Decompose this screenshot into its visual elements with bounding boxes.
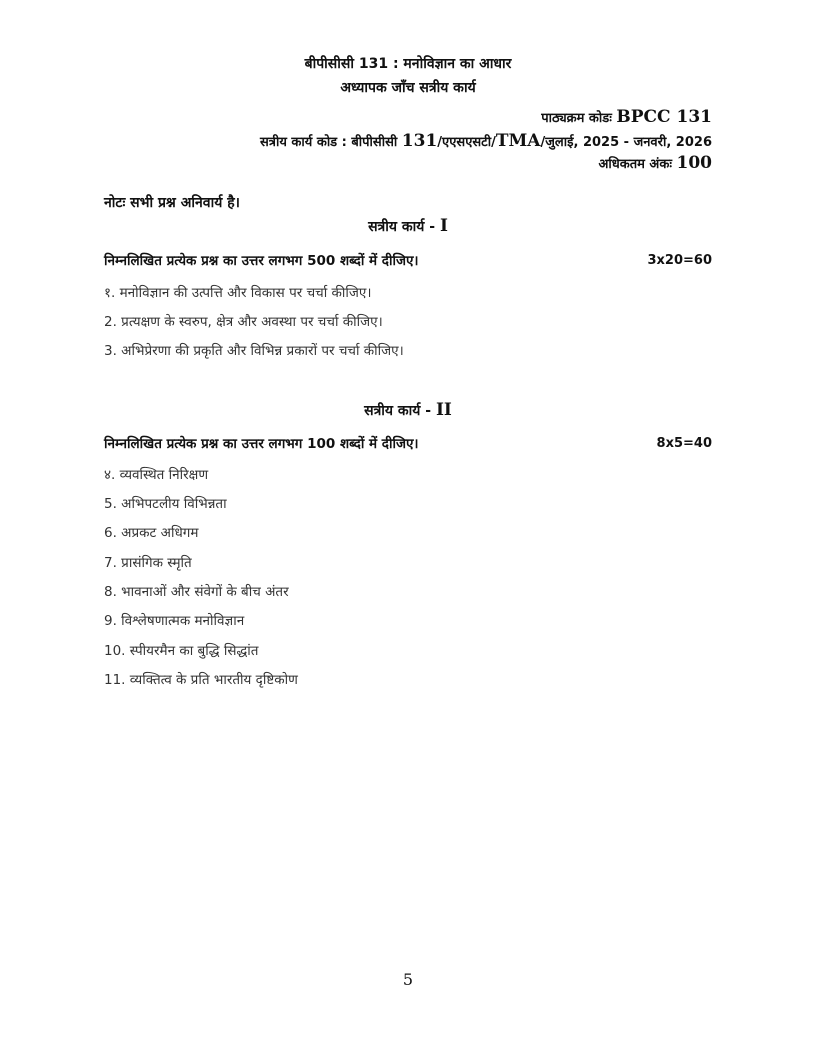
assignment-code-session: /जुलाई, 2025 - जनवरी, 2026 xyxy=(540,135,712,150)
question-1: १. मनोविज्ञान की उत्पत्ति और विकास पर चर्चा कीजिए। xyxy=(104,285,372,301)
document-title: बीपीसीसी 131 : मनोविज्ञान का आधार xyxy=(304,56,512,72)
section-heading-text: सत्रीय कार्य - xyxy=(368,219,436,235)
assignment-code-mid: /एएसएसटी/ xyxy=(437,135,496,150)
question-8: 8. भावनाओं और संवेगों के बीच अंतर xyxy=(104,584,289,600)
course-code-line xyxy=(541,107,712,127)
document-subtitle: अध्यापक जाँच सत्रीय कार्य xyxy=(340,80,476,96)
question-4: ४. व्यवस्थित निरिक्षण xyxy=(104,467,209,483)
course-code-label: पाठ्यक्रम कोडः xyxy=(541,111,612,126)
max-marks-label: अधिकतम अंकः xyxy=(598,157,672,172)
section-1-instruction: निम्नलिखित प्रत्येक प्रश्न का उत्तर लगभग 500 शब्दों में दीजिए। xyxy=(104,253,419,269)
question-2: 2. प्रत्यक्षण के स्वरुप, क्षेत्र और अवस्था पर चर्चा कीजिए। xyxy=(104,314,383,330)
assignment-code-tma: TMA xyxy=(495,131,541,151)
assignment-code-number: 131 xyxy=(401,131,438,151)
assignment-code-line xyxy=(260,131,712,151)
section-heading-2 xyxy=(0,400,816,420)
section-heading-roman: II xyxy=(435,400,452,420)
question-5: 5. अभिपटलीय विभिन्नता xyxy=(104,496,227,512)
section-2-instruction: निम्नलिखित प्रत्येक प्रश्न का उत्तर लगभग 100 शब्दों में दीजिए। xyxy=(104,436,419,452)
page-number: 5 xyxy=(402,970,414,989)
question-7: 7. प्रासंगिक स्मृति xyxy=(104,555,192,571)
question-11: 11. व्यक्तित्व के प्रति भारतीय दृष्टिकोण xyxy=(104,672,298,688)
assignment-code-label: सत्रीय कार्य कोड : बीपीसीसी xyxy=(260,135,398,150)
section-1-marks: 3x20=60 xyxy=(647,253,712,268)
max-marks-value: 100 xyxy=(676,153,712,173)
max-marks-line xyxy=(598,153,712,173)
course-code-value: BPCC 131 xyxy=(616,107,712,127)
section-heading-text: सत्रीय कार्य - xyxy=(364,403,432,419)
note: नोटः सभी प्रश्न अनिवार्य है। xyxy=(104,195,240,211)
question-6: 6. अप्रकट अधिगम xyxy=(104,525,199,541)
section-heading-1 xyxy=(0,216,816,236)
section-heading-roman: I xyxy=(439,216,448,236)
question-3: 3. अभिप्रेरणा की प्रकृति और विभिन्न प्रकारों पर चर्चा कीजिए। xyxy=(104,343,404,359)
question-9: 9. विश्लेषणात्मक मनोविज्ञान xyxy=(104,613,245,629)
section-2-marks: 8x5=40 xyxy=(656,436,712,451)
question-10: 10. स्पीयरमैन का बुद्धि सिद्धांत xyxy=(104,643,259,659)
